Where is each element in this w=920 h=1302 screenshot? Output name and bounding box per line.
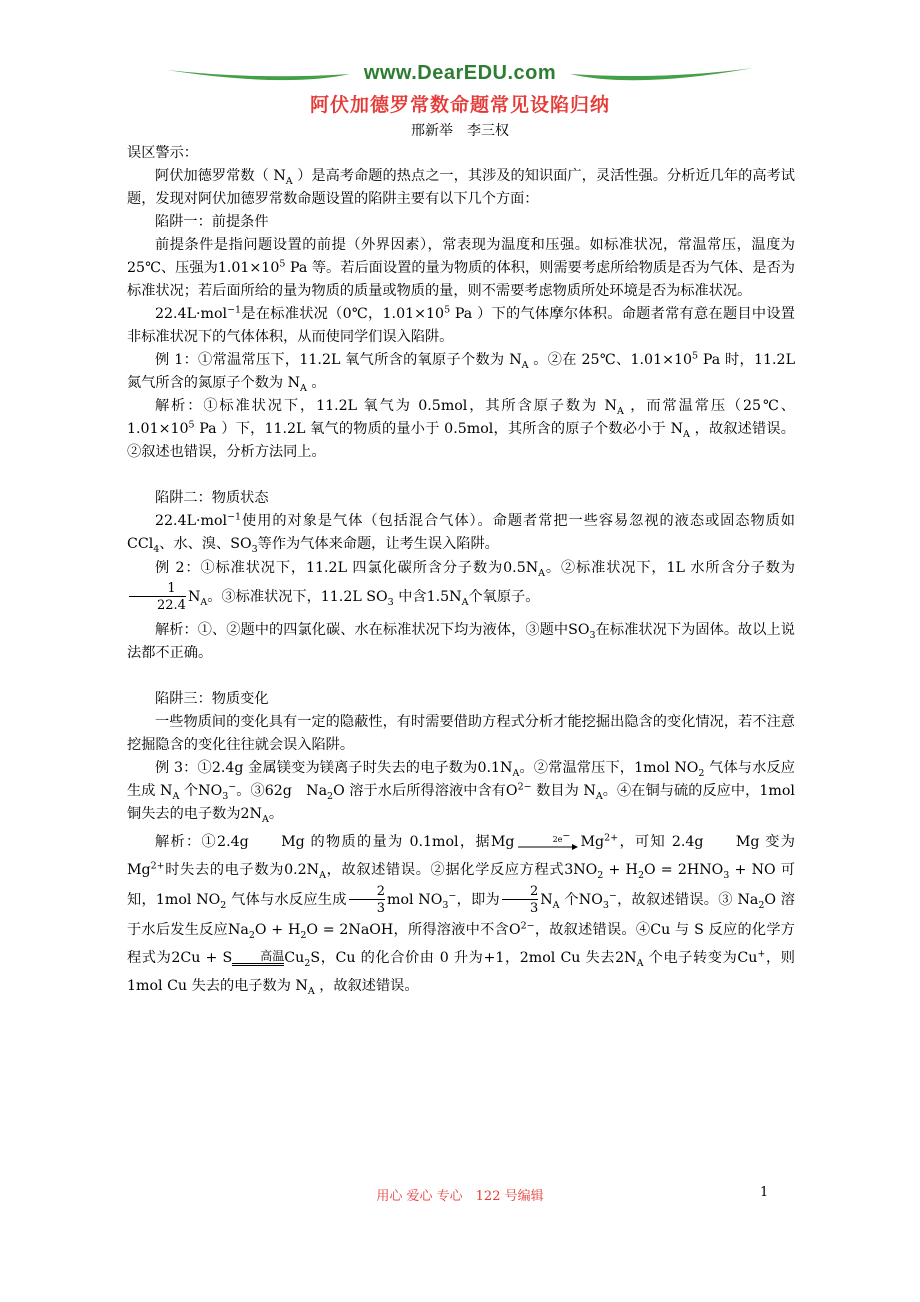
trap3-example: 例 3：①2.4g 金属镁变为镁离子时失去的电子数为$0.1N_A$。②常温常压下，1mol $NO_2$ 气体与水反应生成 $N_A$ 个$NO_3^-$。③62g $Na_2O$ 溶于水后所得溶液中含有$O^{2-}$ 数目为 $N_A$。④在铜与硫的反应中，1mol 铜失去的电子数为$2N_A$。 bbox=[127, 760, 795, 825]
trap1-analysis: 解析：①标准状况下，11.2L 氧气为 0.5mol，其所含原子数为 $N_A$ ，而常温常压（25℃、$1.01\times 10^5$ Pa ）下，11.2L 氧气的物质的量小于 0.5mol，其所含的原子个数必小于 $N_A$ ，故叙述错误。②叙述也错误，分析方法同上。 bbox=[127, 398, 795, 460]
trap1-example: 例 1：①常温常压下，11.2L 氧气所含的氧原子个数为 $N_A$ 。②在 25℃、$1.01\times 10^5$ Pa 时，11.2L 氮气所含的氮原子个数为 $N_A$ 。 bbox=[127, 350, 796, 394]
trap2-paragraph: 22.4L·mol$^{-1}$使用的对象是气体（包括混合气体）。命题者常把一些容易忽视的液态或固态物质如CCl$_4$、水、溴、$SO_3$等作为气体来命题，让考生误入陷阱。 bbox=[127, 511, 795, 555]
intro-paragraph: 阿伏加德罗常数（ $N_A$ ）是高考命题的热点之一，其涉及的知识面广，灵活性强。分析近几年的高考试题，发现对阿伏加德罗常数命题设置的陷阱主要有以下几个方面： bbox=[127, 168, 795, 207]
intro-label: 误区警示： bbox=[127, 145, 198, 161]
trap1-paragraph-1: 前提条件是指问题设置的前提（外界因素），常表现为温度和压强。如标准状况，常温常压，温度为25℃、压强为$1.01\times 10^5$ Pa 等。若后面设置的量为物质的体积，则需要考虑所给物质是否为气体、是否为标准状况；若后面所给的量为物质的质量或物质的量，则不需要考虑物质所处环境是否为标准状况。 bbox=[127, 237, 795, 299]
trap1-heading: 陷阱一：前提条件 bbox=[155, 214, 269, 230]
trap2-heading: 陷阱二：物质状态 bbox=[155, 490, 269, 506]
trap2-analysis: 解析：①、②题中的四氯化碳、水在标准状况下均为液体，③题中$SO_3$在标准状况下为固体。故以上说法都不正确。 bbox=[127, 622, 795, 661]
trap1-paragraph-2: 22.4L·mol$^{-1}$是在标准状况（0℃，$1.01\times 10^5$ Pa ）下的气体摩尔体积。命题者常有意在题目中设置非标准状况下的气体体积，从而使同学们误入陷阱。 bbox=[127, 304, 795, 345]
footer-text: 用心 爱心 专心 122 号编辑 bbox=[376, 1189, 544, 1204]
trap3-heading: 陷阱三：物质变化 bbox=[155, 691, 269, 707]
page-number: 1 bbox=[760, 1185, 769, 1200]
trap3-paragraph: 一些物质间的变化具有一定的隐蔽性，有时需要借助方程式分析才能挖掘出隐含的变化情况，若不注意挖掘隐含的变化往往就会误入陷阱。 bbox=[127, 714, 795, 753]
authors: 邢新举 李三权 bbox=[411, 123, 509, 139]
trap2-example: 例 2：①标准状况下，11.2L 四氯化碳所含分子数为$0.5N_A$。②标准状况下，1L 水所含分子数为 $\frac{1}{22.4}$ $N_A$。③标准状况下，11.2L $SO_3$ 中含$1.5N_A$个氧原子。 bbox=[127, 556, 795, 613]
reaction-condition: 高温 bbox=[232, 950, 284, 966]
logo-text: www.DearEDU.com bbox=[363, 62, 557, 84]
trap3-analysis: 解析：①2.4g Mg 的物质的量为 0.1mol，据Mg 2e− $Mg^{2+}$，可知 2.4g Mg 变为$Mg^{2+}$时失去的电子数为$0.2N_A$，故叙述错误。②据化学反应方程式$3NO_2 + H_2O = 2HNO_3$ + NO 可知，1mol $NO_2$ 气体与水反应生成 $\frac{2}{3}$ mol $NO_3^-$，即为 $\frac{2}{3}$ $N_A$ 个$NO_3^-$，故叙述错误。③ $Na_2O$ 溶于水后发生反应$Na_2O + H_2O$ = 2NaOH，所得溶液中不含$O^{2-}$，故叙述错误。④Cu 与 S 反应的化学方程式为2Cu + S 高温 $Cu_2S$，Cu 的化合价由 0 升为+1，2mol Cu 失去$2N_A$ 个电子转变为Cu+，则 1mol Cu 失去的电子数为 $N_A$ ，故叙述错误。 bbox=[127, 829, 795, 997]
page-title: 阿伏加德罗常数命题常见设陷归纳 bbox=[309, 94, 610, 116]
article-body bbox=[127, 142, 795, 1000]
reaction-arrow-icon: 2e− bbox=[517, 835, 579, 850]
